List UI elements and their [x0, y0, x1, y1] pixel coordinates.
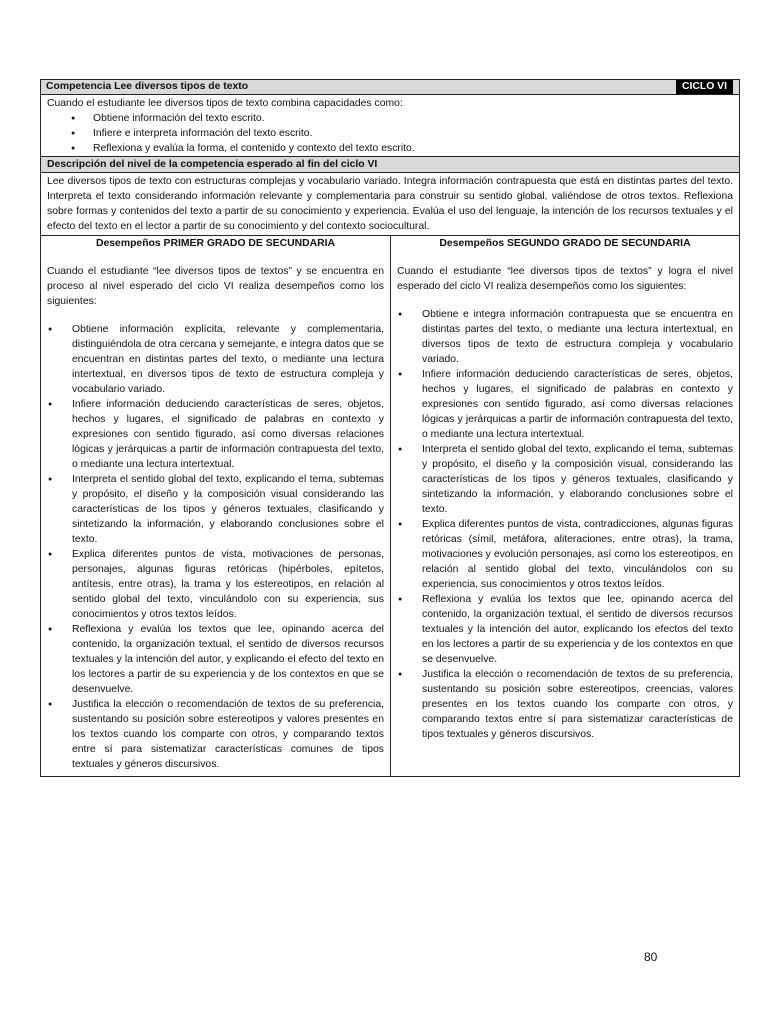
- primer-grado-list: [47, 322, 384, 772]
- desempeno-item: ● Justifica la elección o recomendación de textos de su preferencia, sustentando su posición sobre estereotipos, creencias, valores presentes en los textos cuando los comparte con otros, y comparando textos entre sí para sistematizar características de tipos textuales y géneros discursivos.: [397, 667, 733, 742]
- competency-table: [40, 79, 740, 777]
- primer-grado-column: [41, 236, 390, 776]
- page-number: 80: [644, 950, 658, 964]
- competency-header: [41, 80, 739, 95]
- primer-grado-intro: Cuando el estudiante “lee diversos tipos de textos” y se encuentra en proceso al nivel esperado del ciclo VI realiza desempeños como los siguientes:: [47, 266, 384, 307]
- segundo-grado-list: [397, 307, 733, 742]
- capacidades-intro: Cuando el estudiante lee diversos tipos de texto combina capacidades como:: [47, 98, 403, 109]
- desempeno-item: ● Infiere información deduciendo características de seres, objetos, hechos y lugares, el significado de palabras en contexto y expresiones con sentido figurado, así como diversas relaciones lógicas y jerárquicas a partir de información contrapuesta del texto, o mediante una lectura intertextual.: [397, 367, 733, 442]
- capacidad-item: ● Obtiene información del texto escrito.: [71, 111, 733, 126]
- desempeno-item: ● Explica diferentes puntos de vista, contradicciones, algunas figuras retóricas (símil, metáfora, aliteraciones, entre otras), la trama, motivaciones y evolución personajes, así como los estereotipos, en relación al sentido global del texto, vinculándolos con su experiencia, sus conocimientos y otros textos leídos.: [397, 517, 733, 592]
- competency-title: Competencia Lee diversos tipos de texto: [46, 81, 249, 92]
- desempeno-item: ● Justifica la elección o recomendación de textos de su preferencia, sustentando su posición sobre estereotipos y valores presentes en los textos cuando los comparte con otros, y comparando textos entre sí para sistematizar características comunes de tipos textuales y géneros discursivos.: [47, 697, 384, 772]
- descripcion-title: Descripción del nivel de la competencia esperado al fin del ciclo VI: [41, 157, 739, 173]
- desempenos-columns: [41, 236, 739, 776]
- capacidades-section: [41, 95, 739, 157]
- segundo-grado-column: [390, 236, 739, 776]
- ciclo-badge: CICLO VI: [676, 80, 733, 94]
- capacidades-list: [47, 111, 733, 156]
- desempeno-item: ● Interpreta el sentido global del texto, explicando el tema, subtemas y propósito, el diseño y la composición visual considerando las características de los tipos y géneros textuales, clasificando y sintetizando la información, y elaborando conclusiones sobre el texto.: [47, 472, 384, 547]
- desempeno-item: ● Reflexiona y evalúa los textos que lee, opinando acerca del contenido, la organización textual, el sentido de diversos recursos textuales y la intención del autor, y explicando el efecto del texto en los lectores a partir de su experiencia y de los contextos en que se desenvuelve.: [47, 622, 384, 697]
- desempeno-item: ● Infiere información deduciendo características de seres, objetos, hechos y lugares, el significado de palabras en contexto y expresiones con sentido figurado, así como diversas relaciones lógicas y jerárquicas a partir de información contrapuesta del texto, o mediante una lectura intertextual.: [47, 397, 384, 472]
- desempeno-item: ● Obtiene información explícita, relevante y complementaria, distinguiéndola de otra cercana y semejante, e integra datos que se encuentran en distintas partes del texto, o mediante una lectura intertextual, en diversos tipos de texto de estructura compleja y vocabulario variado.: [47, 322, 384, 397]
- segundo-grado-title: Desempeños SEGUNDO GRADO DE SECUNDARIA: [439, 238, 691, 249]
- desempeno-item: ● Interpreta el sentido global del texto, explicando el tema, subtemas y propósito, el diseño y la composición visual, considerando las características de los tipos y géneros textuales, clasificando y sintetizando la información, y elaborando conclusiones sobre el texto.: [397, 442, 733, 517]
- capacidad-item: ● Reflexiona y evalúa la forma, el contenido y contexto del texto escrito.: [71, 141, 733, 156]
- desempeno-item: ● Explica diferentes puntos de vista, motivaciones de personas, personajes, algunas figuras retóricas (hipérboles, epítetos, antítesis, entre otras), la trama y los estereotipos, en relación al sentido global del texto, vinculándolo con su experiencia, sus conocimientos y otros textos leídos.: [47, 547, 384, 622]
- desempeno-item: ● Reflexiona y evalúa los textos que lee, opinando acerca del contenido, la organización textual, el sentido de diversos recursos textuales y la intención del autor, explicando los efectos del texto en los lectores a partir de su experiencia y de los contextos en que se desenvuelve.: [397, 592, 733, 667]
- segundo-grado-intro: Cuando el estudiante “lee diversos tipos de textos” y logra el nivel esperado del ciclo VI realiza desempeños como los siguientes:: [397, 266, 733, 292]
- primer-grado-title: Desempeños PRIMER GRADO DE SECUNDARIA: [95, 238, 336, 249]
- descripcion-text: Lee diversos tipos de texto con estructuras complejas y vocabulario variado. Integra información contrapuesta que está en distintas partes del texto. Interpreta el texto considerando información relevante y complementaria para construir su sentido global, valiéndose de otros textos. Reflexiona sobre formas y contenidos del texto a partir de su conocimiento y experiencia. Evalúa el uso del lenguaje, la intención de los recursos textuales y el efecto del texto en el lector a partir de su conocimiento y del contexto sociocultural.: [41, 173, 739, 236]
- desempeno-item: ● Obtiene e integra información contrapuesta que se encuentra en distintas partes del texto, o mediante una lectura intertextual, en diversos tipos de texto de estructura compleja y vocabulario variado.: [397, 307, 733, 367]
- capacidad-item: ● Infiere e interpreta información del texto escrito.: [71, 126, 733, 141]
